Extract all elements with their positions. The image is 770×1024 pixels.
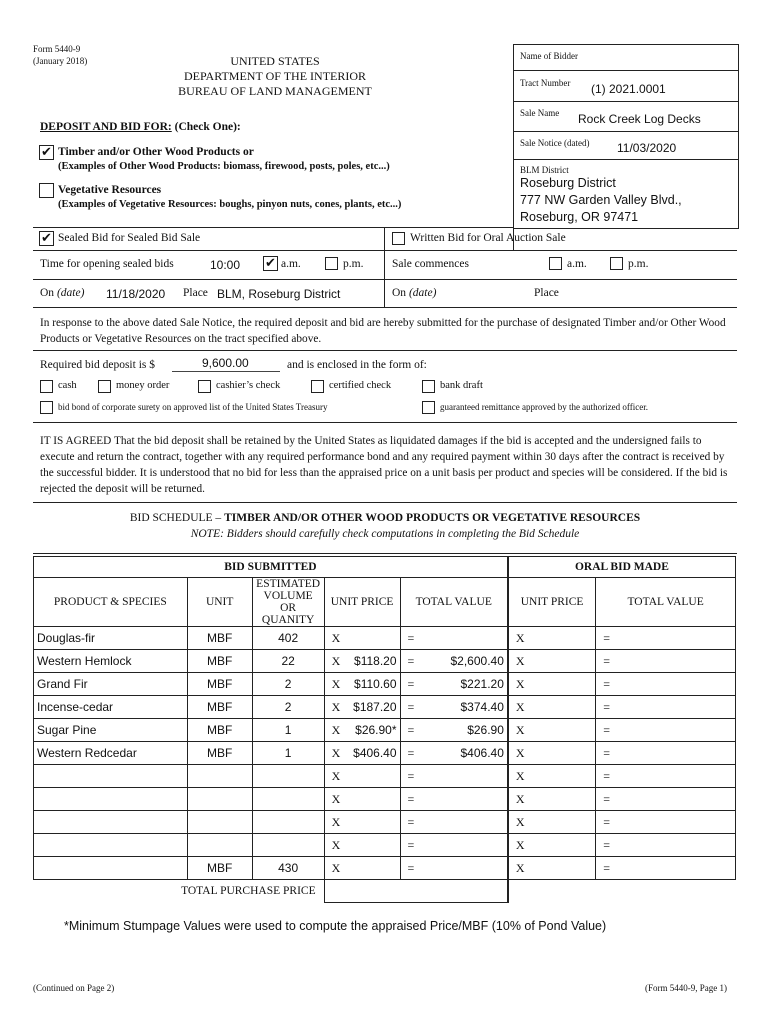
schedule-note: NOTE: Bidders should carefully check computations in completing the Bid Schedule bbox=[190, 528, 580, 540]
volume-cell[interactable] bbox=[252, 834, 324, 857]
pm-checkbox[interactable] bbox=[325, 257, 338, 270]
total-value-cell[interactable] bbox=[400, 696, 508, 719]
unit-price-cell[interactable] bbox=[324, 788, 400, 811]
certified-check-checkbox[interactable] bbox=[311, 380, 324, 393]
veg-label: Vegetative Resources bbox=[58, 184, 162, 196]
total-purchase-price-field[interactable] bbox=[324, 880, 508, 903]
am-label: a.m. bbox=[281, 258, 301, 270]
equals-mark: = bbox=[407, 791, 415, 806]
table-row bbox=[34, 650, 736, 673]
place-label: Place bbox=[183, 287, 208, 299]
money-order-label: money order bbox=[116, 380, 170, 391]
oral-total-value-cell[interactable] bbox=[596, 765, 736, 788]
product-cell[interactable] bbox=[34, 834, 188, 857]
equals-mark: = bbox=[407, 814, 415, 829]
total-value-cell[interactable] bbox=[400, 650, 508, 673]
unit-cell[interactable] bbox=[187, 788, 252, 811]
unit-price-cell[interactable] bbox=[324, 719, 400, 742]
oral-total-value-cell[interactable] bbox=[596, 788, 736, 811]
tract-number-field[interactable]: (1) 2021.0001 bbox=[591, 82, 666, 96]
product-cell[interactable] bbox=[34, 857, 188, 880]
written-bid-checkbox[interactable] bbox=[392, 232, 405, 245]
sealed-bid-checkbox[interactable]: ✔ bbox=[39, 231, 54, 246]
times-mark: X bbox=[331, 860, 341, 875]
table-row bbox=[34, 696, 736, 719]
table-row bbox=[34, 742, 736, 765]
product-cell[interactable]: Incense-cedar bbox=[34, 696, 188, 719]
unit-cell[interactable]: MBF bbox=[187, 719, 252, 742]
total-value-cell[interactable] bbox=[400, 834, 508, 857]
name-of-bidder-label: Name of Bidder bbox=[520, 51, 578, 61]
equals-mark: = bbox=[603, 722, 611, 737]
total-value-cell[interactable] bbox=[400, 788, 508, 811]
sealed-bid-label: Sealed Bid for Sealed Bid Sale bbox=[58, 232, 201, 244]
place-field[interactable]: BLM, Roseburg District bbox=[217, 287, 341, 301]
unit-price-cell[interactable] bbox=[324, 627, 400, 650]
cash-checkbox[interactable] bbox=[40, 380, 53, 393]
unit-cell[interactable]: MBF bbox=[187, 673, 252, 696]
bank-draft-checkbox[interactable] bbox=[422, 380, 435, 393]
blm-district-line-1[interactable]: Roseburg District bbox=[520, 176, 616, 190]
blm-district-line-2[interactable]: 777 NW Garden Valley Blvd., bbox=[520, 193, 682, 207]
equals-mark: = bbox=[603, 745, 611, 760]
blm-district-line-3[interactable]: Roseburg, OR 97471 bbox=[520, 210, 639, 224]
times-mark: X bbox=[331, 630, 341, 645]
table-row bbox=[34, 673, 736, 696]
on-date-field[interactable]: 11/18/2020 bbox=[106, 287, 166, 301]
times-mark: X bbox=[331, 745, 341, 760]
col-unit-price-header: UNIT PRICE bbox=[324, 578, 400, 627]
oral-unit-price-cell[interactable] bbox=[508, 811, 596, 834]
pm2-checkbox[interactable] bbox=[610, 257, 623, 270]
total-value-cell[interactable] bbox=[400, 765, 508, 788]
times-mark: X bbox=[331, 699, 341, 714]
oral-unit-price-cell[interactable] bbox=[508, 765, 596, 788]
total-value-cell[interactable] bbox=[400, 857, 508, 880]
cashiers-check-checkbox[interactable] bbox=[198, 380, 211, 393]
total-value-cell[interactable] bbox=[400, 673, 508, 696]
unit-cell[interactable] bbox=[187, 765, 252, 788]
unit-cell[interactable]: MBF bbox=[187, 650, 252, 673]
times-mark: X bbox=[515, 791, 525, 806]
oral-total-value-cell[interactable] bbox=[596, 857, 736, 880]
blm-district-label: BLM District bbox=[520, 165, 569, 175]
sale-notice-label: Sale Notice (dated) bbox=[520, 138, 590, 148]
unit-cell[interactable] bbox=[187, 811, 252, 834]
equals-mark: = bbox=[603, 814, 611, 829]
oral-unit-price-cell[interactable] bbox=[508, 742, 596, 765]
oral-total-value-cell[interactable] bbox=[596, 696, 736, 719]
cash-label: cash bbox=[58, 380, 77, 391]
volume-cell[interactable]: 2 bbox=[252, 673, 324, 696]
volume-cell[interactable]: 430 bbox=[252, 857, 324, 880]
times-mark: X bbox=[515, 814, 525, 829]
table-row bbox=[34, 857, 736, 880]
deposit-heading: DEPOSIT AND BID FOR: (Check One): bbox=[40, 121, 241, 133]
equals-mark: = bbox=[407, 653, 415, 668]
product-cell[interactable]: Western Hemlock bbox=[34, 650, 188, 673]
times-mark: X bbox=[515, 699, 525, 714]
times-mark: X bbox=[515, 676, 525, 691]
schedule-title: BID SCHEDULE – TIMBER AND/OR OTHER WOOD PRODUCTS OR VEGETATIVE RESOURCES bbox=[129, 512, 641, 524]
equals-mark: = bbox=[407, 745, 415, 760]
on-date-label: On (date) bbox=[40, 287, 85, 299]
unit-price-cell[interactable] bbox=[324, 834, 400, 857]
equals-mark: = bbox=[407, 630, 415, 645]
unit-cell[interactable] bbox=[187, 834, 252, 857]
equals-mark: = bbox=[603, 676, 611, 691]
volume-cell[interactable]: 1 bbox=[252, 742, 324, 765]
product-cell[interactable]: Sugar Pine bbox=[34, 719, 188, 742]
oral-unit-price-cell[interactable] bbox=[508, 834, 596, 857]
unit-cell[interactable]: MBF bbox=[187, 696, 252, 719]
pm-label: p.m. bbox=[343, 258, 364, 270]
bid-submitted-header: BID SUBMITTED bbox=[34, 557, 508, 578]
sale-name-field[interactable]: Rock Creek Log Decks bbox=[578, 112, 701, 126]
written-bid-label: Written Bid for Oral Auction Sale bbox=[410, 232, 566, 244]
cell-value: $221.20 bbox=[460, 676, 504, 691]
total-value-cell[interactable] bbox=[400, 811, 508, 834]
equals-mark: = bbox=[603, 837, 611, 852]
veg-checkbox[interactable] bbox=[39, 183, 54, 198]
time-opening-field[interactable]: 10:00 bbox=[210, 258, 241, 272]
product-cell[interactable] bbox=[34, 811, 188, 834]
unit-price-cell[interactable] bbox=[324, 650, 400, 673]
intro-text: In response to the above dated Sale Notice, the required deposit and bid are hereby submitted for the purchase of designated Timber and/or Other Wood Products or Vegetative Resources on the tract specified above. bbox=[40, 317, 726, 345]
times-mark: X bbox=[515, 768, 525, 783]
unit-price-cell[interactable] bbox=[324, 811, 400, 834]
volume-cell[interactable]: 22 bbox=[252, 650, 324, 673]
required-deposit-field[interactable]: 9,600.00 bbox=[202, 356, 249, 370]
oral-unit-price-cell[interactable] bbox=[508, 627, 596, 650]
table-row bbox=[34, 811, 736, 834]
oral-unit-price-cell[interactable] bbox=[508, 673, 596, 696]
cell-value: $2,600.40 bbox=[450, 653, 504, 668]
times-mark: X bbox=[331, 837, 341, 852]
times-mark: X bbox=[331, 791, 341, 806]
continued-note: (Continued on Page 2) bbox=[33, 983, 115, 993]
footnote: *Minimum Stumpage Values were used to compute the appraised Price/MBF (10% of Pond Value) bbox=[64, 919, 607, 933]
bid-bond-checkbox[interactable] bbox=[40, 401, 53, 414]
product-cell[interactable]: Western Redcedar bbox=[34, 742, 188, 765]
bid-schedule-table bbox=[33, 556, 736, 903]
oral-total-value-cell[interactable] bbox=[596, 811, 736, 834]
unit-cell[interactable]: MBF bbox=[187, 857, 252, 880]
table-row bbox=[34, 719, 736, 742]
times-mark: X bbox=[331, 676, 341, 691]
equals-mark: = bbox=[407, 699, 415, 714]
col-volume-header: ESTIMATED VOLUME OR QUANITY bbox=[252, 578, 324, 627]
cashiers-check-label: cashier’s check bbox=[216, 380, 281, 391]
bank-draft-label: bank draft bbox=[440, 380, 483, 391]
equals-mark: = bbox=[407, 722, 415, 737]
agency-line-1: UNITED STATES bbox=[230, 54, 320, 68]
col-total-value-header: TOTAL VALUE bbox=[400, 578, 508, 627]
times-mark: X bbox=[331, 814, 341, 829]
times-mark: X bbox=[331, 768, 341, 783]
equals-mark: = bbox=[407, 768, 415, 783]
timber-label: Timber and/or Other Wood Products or bbox=[58, 146, 254, 158]
total-value-cell[interactable] bbox=[400, 742, 508, 765]
unit-cell[interactable]: MBF bbox=[187, 742, 252, 765]
total-value-cell[interactable] bbox=[400, 719, 508, 742]
volume-cell[interactable] bbox=[252, 765, 324, 788]
pm2-label: p.m. bbox=[628, 258, 649, 270]
cell-value: $406.40 bbox=[460, 745, 504, 760]
col-oral-unit-price-header: UNIT PRICE bbox=[508, 578, 596, 627]
product-cell[interactable]: Douglas-fir bbox=[34, 627, 188, 650]
equals-mark: = bbox=[407, 837, 415, 852]
total-value-cell[interactable] bbox=[400, 627, 508, 650]
oral-unit-price-cell[interactable] bbox=[508, 857, 596, 880]
oral-total-value-cell[interactable] bbox=[596, 742, 736, 765]
agency-line-2: DEPARTMENT OF THE INTERIOR bbox=[183, 69, 367, 83]
oral-unit-price-cell[interactable] bbox=[508, 788, 596, 811]
sale-notice-field[interactable]: 11/03/2020 bbox=[617, 141, 677, 155]
times-mark: X bbox=[515, 722, 525, 737]
cell-value: $26.90* bbox=[355, 722, 397, 737]
equals-mark: = bbox=[603, 630, 611, 645]
times-mark: X bbox=[331, 653, 341, 668]
am2-checkbox[interactable] bbox=[549, 257, 562, 270]
unit-cell[interactable]: MBF bbox=[187, 627, 252, 650]
form-date: (January 2018) bbox=[33, 56, 88, 66]
certified-check-label: certified check bbox=[329, 380, 392, 391]
col-product-header: PRODUCT & SPECIES bbox=[34, 578, 188, 627]
am-checkbox[interactable]: ✔ bbox=[263, 256, 278, 271]
place2-label: Place bbox=[534, 287, 559, 299]
required-deposit-label: Required bid deposit is $ bbox=[40, 359, 155, 371]
total-purchase-price-label: TOTAL PURCHASE PRICE bbox=[34, 880, 325, 903]
page-number: (Form 5440-9, Page 1) bbox=[645, 983, 727, 993]
enclosed-label: and is enclosed in the form of: bbox=[287, 359, 427, 371]
times-mark: X bbox=[515, 653, 525, 668]
timber-examples: (Examples of Other Wood Products: biomass, firewood, posts, poles, etc...) bbox=[58, 161, 390, 172]
equals-mark: = bbox=[603, 699, 611, 714]
cell-value: $187.20 bbox=[353, 699, 397, 714]
unit-price-cell[interactable] bbox=[324, 857, 400, 880]
money-order-checkbox[interactable] bbox=[98, 380, 111, 393]
oral-total-value-cell[interactable] bbox=[596, 673, 736, 696]
equals-mark: = bbox=[407, 676, 415, 691]
cell-value: $118.20 bbox=[354, 653, 397, 668]
oral-unit-price-cell[interactable] bbox=[508, 650, 596, 673]
col-oral-total-value-header: TOTAL VALUE bbox=[596, 578, 736, 627]
volume-cell[interactable]: 2 bbox=[252, 696, 324, 719]
times-mark: X bbox=[515, 630, 525, 645]
equals-mark: = bbox=[603, 768, 611, 783]
volume-cell[interactable] bbox=[252, 811, 324, 834]
product-cell[interactable]: Grand Fir bbox=[34, 673, 188, 696]
cell-value: $26.90 bbox=[467, 722, 504, 737]
oral-bid-made-header: ORAL BID MADE bbox=[508, 557, 736, 578]
oral-unit-price-cell[interactable] bbox=[508, 719, 596, 742]
agency-line-3: BUREAU OF LAND MANAGEMENT bbox=[178, 84, 372, 98]
oral-total-value-cell[interactable] bbox=[596, 834, 736, 857]
volume-cell[interactable] bbox=[252, 788, 324, 811]
product-cell[interactable] bbox=[34, 765, 188, 788]
form-number: Form 5440-9 bbox=[33, 44, 81, 54]
oral-total-value-cell[interactable] bbox=[596, 650, 736, 673]
cell-value: $406.40 bbox=[353, 745, 397, 760]
equals-mark: = bbox=[603, 860, 611, 875]
table-row bbox=[34, 788, 736, 811]
bid-bond-label: bid bond of corporate surety on approved list of the United States Treasury bbox=[58, 402, 328, 412]
guaranteed-remittance-checkbox[interactable] bbox=[422, 401, 435, 414]
am2-label: a.m. bbox=[567, 258, 587, 270]
times-mark: X bbox=[331, 722, 341, 737]
oral-total-value-cell[interactable] bbox=[596, 627, 736, 650]
equals-mark: = bbox=[603, 653, 611, 668]
veg-examples: (Examples of Vegetative Resources: boughs, pinyon nuts, cones, plants, etc...) bbox=[58, 199, 402, 210]
oral-total-value-cell[interactable] bbox=[596, 719, 736, 742]
timber-checkbox[interactable]: ✔ bbox=[39, 145, 54, 160]
sale-commences-label: Sale commences bbox=[392, 258, 469, 270]
guaranteed-remittance-label: guaranteed remittance approved by the authorized officer. bbox=[440, 402, 648, 412]
col-unit-header: UNIT bbox=[187, 578, 252, 627]
times-mark: X bbox=[515, 860, 525, 875]
product-cell[interactable] bbox=[34, 788, 188, 811]
equals-mark: = bbox=[407, 860, 415, 875]
table-row bbox=[34, 765, 736, 788]
sale-name-label: Sale Name bbox=[520, 108, 560, 118]
table-row bbox=[34, 834, 736, 857]
times-mark: X bbox=[515, 745, 525, 760]
agreement-text: IT IS AGREED That the bid deposit shall be retained by the United States as liquidated damages if the bid is accepted and the undersigned fails to execute and return the contract, together with any required performance bond and any required payment within 30 days after the contract is received by the successful bidder. It is understood that no bid for less than the appraised price on a unit basis per product and species will be considered. If the bid is rejected the deposit will be returned. bbox=[40, 435, 728, 495]
time-opening-label: Time for opening sealed bids bbox=[40, 258, 174, 270]
oral-unit-price-cell[interactable] bbox=[508, 696, 596, 719]
on-date2-label: On (date) bbox=[392, 287, 437, 299]
volume-cell[interactable]: 1 bbox=[252, 719, 324, 742]
cell-value: $110.60 bbox=[354, 676, 397, 691]
unit-price-cell[interactable] bbox=[324, 696, 400, 719]
equals-mark: = bbox=[603, 791, 611, 806]
unit-price-cell[interactable] bbox=[324, 765, 400, 788]
times-mark: X bbox=[515, 837, 525, 852]
table-row bbox=[34, 627, 736, 650]
volume-cell[interactable]: 402 bbox=[252, 627, 324, 650]
unit-price-cell[interactable] bbox=[324, 742, 400, 765]
tract-number-label: Tract Number bbox=[520, 78, 571, 88]
cell-value: $374.40 bbox=[460, 699, 504, 714]
unit-price-cell[interactable] bbox=[324, 673, 400, 696]
